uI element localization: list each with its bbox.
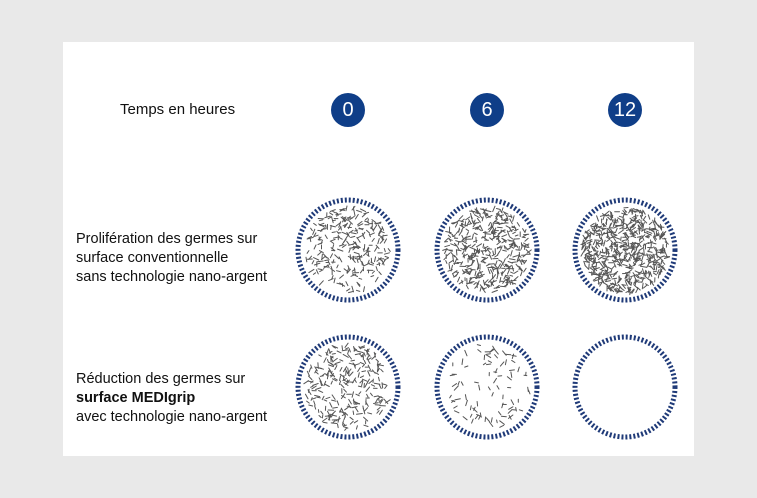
time-axis-label: Temps en heures	[120, 101, 236, 118]
petri-dish	[298, 337, 398, 437]
time-badge-6h: 6	[470, 93, 504, 127]
germ-cluster	[443, 206, 532, 292]
time-badge-0h: 0	[331, 93, 365, 127]
petri-dish	[437, 337, 537, 437]
germ-cluster	[450, 345, 530, 428]
dish-ring	[575, 337, 675, 437]
petri-dish	[575, 337, 675, 437]
row-label-line: avec technologie nano-argent	[76, 409, 268, 425]
petri-dish	[575, 200, 675, 300]
petri-dish	[437, 200, 537, 300]
time-badge-12h: 12	[608, 93, 642, 127]
germ-cluster	[581, 208, 670, 295]
petri-dish	[298, 200, 398, 300]
row-label-line: Réduction des germes sur	[76, 371, 246, 387]
germ-cluster	[304, 343, 390, 430]
germ-cluster	[306, 206, 390, 293]
row-label-line: Prolifération des germes sur	[76, 231, 258, 247]
row-label-line: surface conventionnelle	[76, 250, 229, 266]
row-label-line: sans technologie nano-argent	[76, 269, 268, 285]
row-label-line-bold: surface MEDIgrip	[76, 390, 196, 406]
